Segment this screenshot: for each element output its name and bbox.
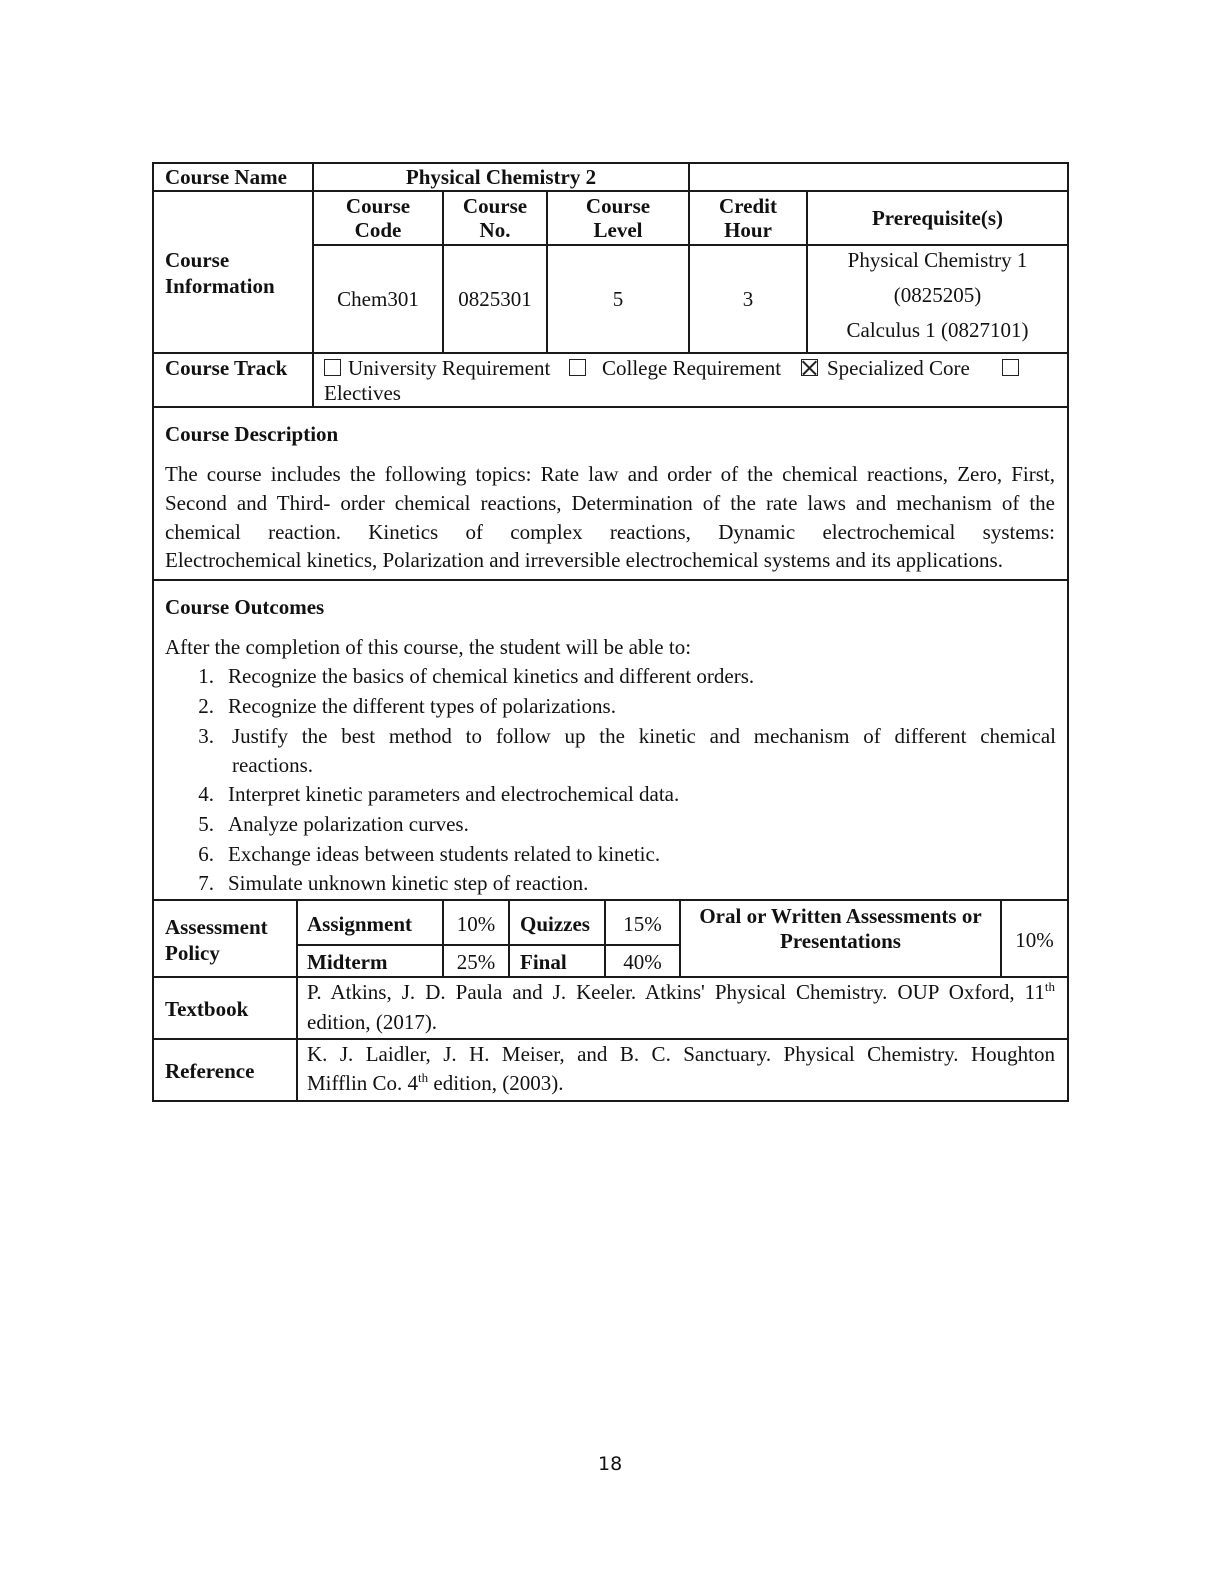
value-course-code: Chem301 xyxy=(337,287,419,311)
prerequisite-line: Calculus 1 (0827101) xyxy=(846,318,1029,342)
assessment-policy-label xyxy=(165,915,268,965)
outcome-text: Simulate unknown kinetic step of reaction. xyxy=(228,871,589,895)
header-credit-hour xyxy=(690,194,806,242)
quizzes-label: Quizzes xyxy=(520,912,590,936)
reference-label: Reference xyxy=(165,1059,255,1083)
course-information-label-line2: Information xyxy=(165,274,275,298)
textbook-superscript: th xyxy=(1044,979,1055,994)
prerequisite-line: Physical Chemistry 1 xyxy=(847,248,1028,272)
reference-line2 xyxy=(307,1071,563,1095)
assessment-policy-label-line2: Policy xyxy=(165,941,220,965)
reference-line2-text-end: edition, (2003). xyxy=(428,1071,564,1095)
header-course-code-line1: Course xyxy=(345,194,411,218)
course-information-label xyxy=(165,248,275,298)
outcome-number: 2. xyxy=(198,694,214,718)
assignment-label: Assignment xyxy=(307,912,413,936)
final-label: Final xyxy=(520,950,567,974)
assignment-value: 10% xyxy=(456,912,496,936)
course-description-line: Second and Third- order chemical reactions, Determination of the rate laws and mechanism of the xyxy=(165,491,1055,515)
prerequisite-line: (0825205) xyxy=(893,283,982,307)
page-number: 18 xyxy=(598,1453,623,1475)
reference-line2-text: Mifflin Co. 4 xyxy=(307,1071,419,1095)
header-credit-hour-line2: Hour xyxy=(724,218,772,242)
header-course-code xyxy=(314,194,442,242)
course-name-label: Course Name xyxy=(165,165,287,189)
outcome-number: 6. xyxy=(198,842,214,866)
course-outcomes-heading: Course Outcomes xyxy=(165,595,325,619)
header-course-no-line2: No. xyxy=(479,218,511,242)
track-option-specialized-core: Specialized Core xyxy=(827,356,970,380)
course-description-line: Electrochemical kinetics, Polarization and irreversible electrochemical systems and its applications. xyxy=(165,548,1003,572)
course-outcomes-intro: After the completion of this course, the student will be able to: xyxy=(165,635,692,659)
course-description-line: chemical reaction. Kinetics of complex reactions, Dynamic electrochemical systems: xyxy=(165,520,1055,544)
outcome-number: 5. xyxy=(198,812,214,836)
outcome-text-continued: reactions. xyxy=(232,753,314,777)
textbook-line2: edition, (2017). xyxy=(307,1010,438,1034)
header-course-level-line1: Course xyxy=(585,194,651,218)
checkbox-university-requirement[interactable] xyxy=(324,359,341,376)
quizzes-value: 15% xyxy=(623,912,662,936)
outcome-number: 4. xyxy=(198,782,214,806)
reference-superscript: th xyxy=(418,1070,429,1085)
course-description-line: The course includes the following topics: Rate law and order of the chemical reactions, Zero, First, xyxy=(165,462,1055,486)
header-course-no-line1: Course xyxy=(462,194,528,218)
reference-line1: K. J. Laidler, J. H. Meiser, and B. C. Sanctuary. Physical Chemistry. Houghton xyxy=(307,1042,1055,1066)
outcome-number: 3. xyxy=(198,724,214,748)
outcome-text: Justify the best method to follow up the kinetic and mechanism of different chemical xyxy=(232,724,1056,748)
track-option-university-requirement: University Requirement xyxy=(348,356,551,380)
oral-written-label-line1: Oral or Written Assessments or xyxy=(699,904,982,928)
outcome-text: Recognize the basics of chemical kinetics and different orders. xyxy=(228,664,755,688)
header-course-code-line2: Code xyxy=(354,218,402,242)
textbook-line1-text: P. Atkins, J. D. Paula and J. Keeler. Atkins' Physical Chemistry. OUP Oxford, 11 xyxy=(307,980,1045,1004)
oral-written-value: 10% xyxy=(1015,928,1054,952)
value-prerequisites xyxy=(808,248,1067,342)
textbook-label: Textbook xyxy=(165,997,249,1021)
course-track-label: Course Track xyxy=(165,356,288,380)
header-course-no xyxy=(444,194,546,242)
textbook-line1 xyxy=(307,978,1055,1007)
checkbox-specialized-core[interactable] xyxy=(801,359,818,376)
assessment-policy-label-line1: Assessment xyxy=(165,915,268,939)
outcome-number: 1. xyxy=(198,664,214,688)
course-name-value: Physical Chemistry 2 xyxy=(405,165,597,189)
oral-written-label xyxy=(681,904,1000,954)
header-credit-hour-line1: Credit xyxy=(719,194,777,218)
header-prerequisites: Prerequisite(s) xyxy=(871,206,1004,230)
value-credit-hour: 3 xyxy=(742,287,754,311)
course-information-label-line1: Course xyxy=(165,248,230,272)
value-course-no: 0825301 xyxy=(458,287,532,311)
outcome-text: Exchange ideas between students related to kinetic. xyxy=(228,842,661,866)
track-option-electives: Electives xyxy=(324,381,401,405)
oral-written-label-line2: Presentations xyxy=(780,929,901,953)
outcome-text: Analyze polarization curves. xyxy=(228,812,469,836)
outcome-text: Recognize the different types of polarizations. xyxy=(228,694,616,718)
outcome-number: 7. xyxy=(198,871,214,895)
midterm-label: Midterm xyxy=(307,950,388,974)
checkbox-college-requirement[interactable] xyxy=(569,359,586,376)
course-description-heading: Course Description xyxy=(165,422,339,446)
midterm-value: 25% xyxy=(456,950,496,974)
final-value: 40% xyxy=(623,950,662,974)
header-course-level xyxy=(548,194,688,242)
track-option-college-requirement: College Requirement xyxy=(602,356,782,380)
header-course-level-line2: Level xyxy=(593,218,643,242)
value-course-level: 5 xyxy=(612,287,624,311)
checkbox-electives[interactable] xyxy=(1002,359,1019,376)
outcome-text: Interpret kinetic parameters and electrochemical data. xyxy=(228,782,680,806)
